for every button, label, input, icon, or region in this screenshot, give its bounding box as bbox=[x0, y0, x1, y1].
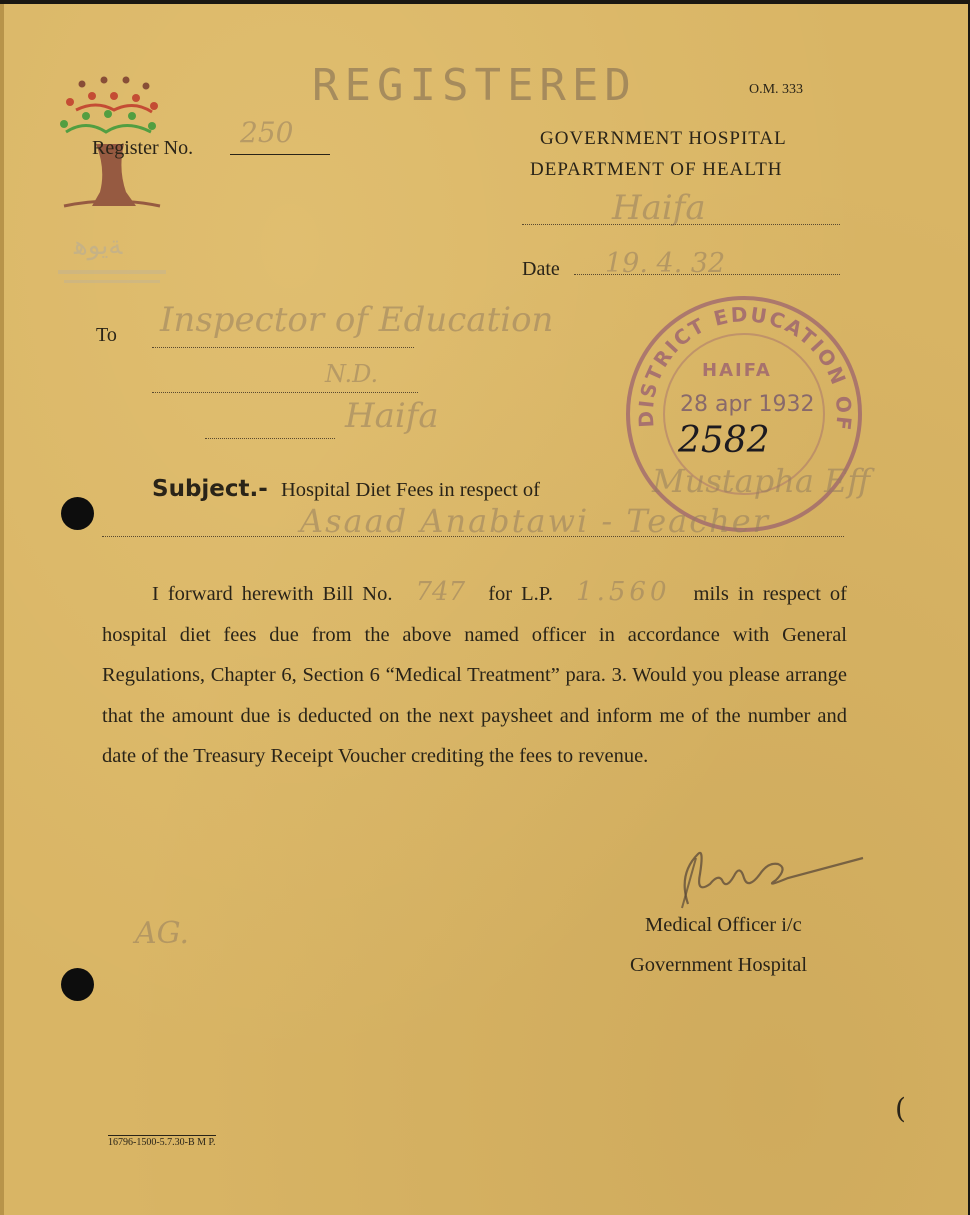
body-part-2: for L.P. bbox=[488, 583, 554, 605]
org-line-2: DEPARTMENT OF HEALTH bbox=[530, 159, 783, 180]
amount-handwritten: 1.560 bbox=[576, 577, 671, 607]
place-handwritten: Haifa bbox=[612, 188, 706, 228]
subject-rule bbox=[102, 536, 844, 537]
subject-name-handwritten: Mustapha Eff bbox=[652, 462, 871, 500]
footer-print-code: 16796-1500-5.7.30-B M P. bbox=[108, 1137, 216, 1148]
punch-hole-bottom bbox=[61, 968, 94, 1001]
punch-hole-top bbox=[61, 497, 94, 530]
subject-name-line-2-handwritten: Asaad Anabtawi - Teacher bbox=[300, 502, 770, 540]
margin-initials: AG. bbox=[135, 916, 190, 951]
register-label: Register No. bbox=[92, 137, 194, 159]
subject-text: Hospital Diet Fees in respect of bbox=[280, 479, 540, 501]
date-line bbox=[574, 274, 840, 275]
body-part-3: mils in respect of hospital diet fees due from the above named officer in accordance with General Regulations, Chapter 6, Section 6 “Medical Treatment” para. 3. Would you please arrange that the amount due is deducted on the next paysheet and inform me of the number and date of the Treasury Receipt Voucher crediting the fees to revenue. bbox=[102, 583, 848, 767]
signature-icon bbox=[668, 834, 868, 914]
addressee-line-3-rule bbox=[205, 438, 335, 439]
stamp-city: HAIFA bbox=[702, 360, 772, 381]
stamp-top-text: DISTRICT EDUCATION OF bbox=[633, 302, 857, 434]
addressee-line-2-rule bbox=[152, 392, 418, 393]
svg-text:ﺔﻳﻮﻫ: ﺔﻳﻮﻫ bbox=[74, 231, 123, 261]
addressee-line-1: Inspector of Education bbox=[160, 300, 554, 340]
body-paragraph bbox=[102, 572, 847, 777]
place-line bbox=[522, 224, 840, 225]
margin-mark: ( bbox=[895, 1092, 906, 1125]
bill-number-handwritten: 747 bbox=[415, 577, 466, 607]
register-number: 250 bbox=[240, 116, 294, 149]
document-page bbox=[0, 4, 968, 1215]
signature-title: Medical Officer i/c bbox=[645, 914, 802, 936]
subject-label: Subject.- bbox=[152, 476, 268, 502]
signature-institution: Government Hospital bbox=[630, 954, 808, 976]
date-label: Date bbox=[522, 258, 560, 280]
register-line bbox=[230, 154, 330, 155]
subject-line bbox=[152, 476, 540, 502]
to-label: To bbox=[96, 324, 117, 346]
registered-stamp: REGISTERED bbox=[312, 60, 637, 111]
stamp-reference: 2582 bbox=[678, 420, 770, 461]
date-handwritten: 19. 4. 32 bbox=[605, 248, 726, 279]
stamp-date: 28 apr 1932 bbox=[680, 392, 815, 417]
page-edge bbox=[0, 4, 4, 1215]
archive-logo-icon bbox=[56, 74, 168, 289]
addressee-line-1-rule bbox=[152, 347, 414, 348]
org-line-1: GOVERNMENT HOSPITAL bbox=[540, 128, 787, 149]
addressee-line-3: Haifa bbox=[345, 396, 439, 436]
addressee-line-2: N.D. bbox=[325, 360, 379, 388]
form-number: O.M. 333 bbox=[749, 82, 804, 97]
body-part-1: I forward herewith Bill No. bbox=[152, 583, 393, 605]
